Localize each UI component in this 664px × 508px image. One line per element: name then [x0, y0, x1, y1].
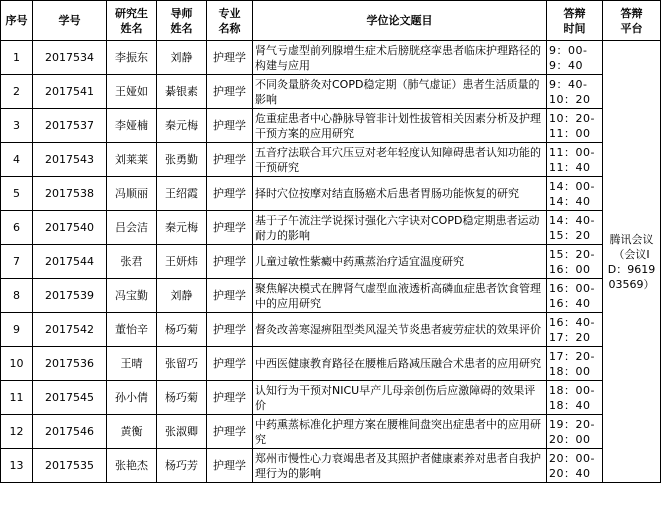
- seq-cell: 11: [1, 381, 33, 415]
- thesis-title-cell: 择时穴位按摩对结直肠癌术后患者胃肠功能恢复的研究: [253, 177, 547, 211]
- time-end: 17：20: [549, 330, 591, 344]
- advisor-name-cell: 杨巧芳: [157, 449, 207, 483]
- thesis-title-cell: 儿童过敏性紫癜中药熏蒸治疗适宜温度研究: [253, 245, 547, 279]
- defense-time-cell: [547, 143, 603, 177]
- advisor-name-cell: 张淑卿: [157, 415, 207, 449]
- major-cell: 护理学: [207, 449, 253, 483]
- seq-cell: 10: [1, 347, 33, 381]
- thesis-title-cell: 不同灸量脐灸对COPD稳定期（肺气虚证）患者生活质量的影响: [253, 75, 547, 109]
- table-row: [1, 449, 661, 483]
- table-row: [1, 313, 661, 347]
- student-id-cell: 2017539: [33, 279, 107, 313]
- defense-time-cell: [547, 211, 603, 245]
- time-start: 16：00-: [549, 281, 595, 295]
- table-row: [1, 347, 661, 381]
- student-name-cell: 董怡辛: [107, 313, 157, 347]
- header-defense-platform: [603, 1, 661, 41]
- advisor-name-cell: 杨巧菊: [157, 381, 207, 415]
- table-row: [1, 211, 661, 245]
- student-id-cell: 2017540: [33, 211, 107, 245]
- advisor-name-cell: 秦元梅: [157, 211, 207, 245]
- table-row: [1, 381, 661, 415]
- student-id-cell: 2017542: [33, 313, 107, 347]
- defense-time-cell: [547, 415, 603, 449]
- table-row: [1, 75, 661, 109]
- advisor-name-cell: 王妍炜: [157, 245, 207, 279]
- student-id-cell: 2017538: [33, 177, 107, 211]
- thesis-title-cell: 聚焦解决模式在脾肾气虚型血液透析高磷血症患者饮食管理中的应用研究: [253, 279, 547, 313]
- advisor-name-cell: 綦银素: [157, 75, 207, 109]
- seq-cell: 9: [1, 313, 33, 347]
- time-end: 20：40: [549, 466, 591, 480]
- time-start: 19：20-: [549, 417, 595, 431]
- header-advisor-line2: 姓名: [170, 21, 193, 35]
- thesis-title-cell: 五音疗法联合耳穴压豆对老年轻度认知障碍患者认知功能的干预研究: [253, 143, 547, 177]
- seq-cell: 6: [1, 211, 33, 245]
- header-advisor-name: [157, 1, 207, 41]
- thesis-title-cell: 督灸改善寒湿痹阻型类风湿关节炎患者疲劳症状的效果评价: [253, 313, 547, 347]
- major-cell: 护理学: [207, 347, 253, 381]
- time-end: 9：40: [549, 58, 583, 72]
- defense-time-cell: [547, 245, 603, 279]
- student-name-cell: 张艳杰: [107, 449, 157, 483]
- advisor-name-cell: 张勇勤: [157, 143, 207, 177]
- defense-time-cell: [547, 177, 603, 211]
- time-end: 16：40: [549, 296, 591, 310]
- seq-cell: 13: [1, 449, 33, 483]
- seq-cell: 8: [1, 279, 33, 313]
- table-row: [1, 245, 661, 279]
- thesis-title-cell: 中西医健康教育路径在腰椎后路减压融合术患者的应用研究: [253, 347, 547, 381]
- time-end: 11：00: [549, 126, 591, 140]
- time-start: 9：00-: [549, 43, 588, 57]
- defense-time-cell: [547, 279, 603, 313]
- time-start: 14：00-: [549, 179, 595, 193]
- header-advisor-line1: 导师: [170, 6, 193, 20]
- seq-cell: 2: [1, 75, 33, 109]
- student-id-cell: 2017541: [33, 75, 107, 109]
- time-start: 18：00-: [549, 383, 595, 397]
- time-end: 20：00: [549, 432, 591, 446]
- table-body: [1, 41, 661, 483]
- header-student-name: [107, 1, 157, 41]
- time-start: 9：40-: [549, 77, 588, 91]
- advisor-name-cell: 王绍霞: [157, 177, 207, 211]
- major-cell: 护理学: [207, 415, 253, 449]
- table-row: [1, 143, 661, 177]
- table-row: [1, 177, 661, 211]
- table-row: [1, 41, 661, 75]
- student-name-cell: 李娅楠: [107, 109, 157, 143]
- defense-time-cell: [547, 381, 603, 415]
- student-name-cell: 吕会洁: [107, 211, 157, 245]
- defense-time-cell: [547, 313, 603, 347]
- major-cell: 护理学: [207, 313, 253, 347]
- defense-platform-cell: 腾讯会议（会议ID：961903569）: [603, 41, 661, 483]
- header-time-line2: 时间: [563, 21, 586, 35]
- time-start: 11：00-: [549, 145, 595, 159]
- seq-cell: 1: [1, 41, 33, 75]
- header-platform-line2: 平台: [620, 21, 643, 35]
- table-row: [1, 279, 661, 313]
- time-end: 16：00: [549, 262, 591, 276]
- advisor-name-cell: 秦元梅: [157, 109, 207, 143]
- time-start: 16：40-: [549, 315, 595, 329]
- seq-cell: 7: [1, 245, 33, 279]
- major-cell: 护理学: [207, 75, 253, 109]
- major-cell: 护理学: [207, 109, 253, 143]
- thesis-title-cell: 中药熏蒸标准化护理方案在腰椎间盘突出症患者中的应用研究: [253, 415, 547, 449]
- advisor-name-cell: 刘静: [157, 279, 207, 313]
- header-student-id: 学号: [33, 1, 107, 41]
- major-cell: 护理学: [207, 41, 253, 75]
- time-start: 15：20-: [549, 247, 595, 261]
- time-start: 14：40-: [549, 213, 595, 227]
- time-start: 20：00-: [549, 451, 595, 465]
- major-cell: 护理学: [207, 245, 253, 279]
- student-name-cell: 刘莱莱: [107, 143, 157, 177]
- student-name-cell: 李振东: [107, 41, 157, 75]
- time-end: 18：00: [549, 364, 591, 378]
- student-name-cell: 王晴: [107, 347, 157, 381]
- defense-time-cell: [547, 347, 603, 381]
- time-end: 18：40: [549, 398, 591, 412]
- advisor-name-cell: 张留巧: [157, 347, 207, 381]
- student-id-cell: 2017544: [33, 245, 107, 279]
- major-cell: 护理学: [207, 143, 253, 177]
- student-name-cell: 张君: [107, 245, 157, 279]
- time-end: 14：40: [549, 194, 591, 208]
- student-name-cell: 王娅如: [107, 75, 157, 109]
- advisor-name-cell: 杨巧菊: [157, 313, 207, 347]
- major-cell: 护理学: [207, 381, 253, 415]
- student-id-cell: 2017535: [33, 449, 107, 483]
- time-start: 10：20-: [549, 111, 595, 125]
- header-student-name-line1: 研究生: [115, 6, 148, 20]
- student-name-cell: 黄衡: [107, 415, 157, 449]
- student-id-cell: 2017546: [33, 415, 107, 449]
- thesis-title-cell: 基于子午流注学说探讨强化六字诀对COPD稳定期患者运动耐力的影响: [253, 211, 547, 245]
- seq-cell: 12: [1, 415, 33, 449]
- major-cell: 护理学: [207, 279, 253, 313]
- student-name-cell: 冯宝勤: [107, 279, 157, 313]
- advisor-name-cell: 刘静: [157, 41, 207, 75]
- defense-time-cell: [547, 41, 603, 75]
- time-end: 15：20: [549, 228, 591, 242]
- student-id-cell: 2017545: [33, 381, 107, 415]
- table-row: [1, 415, 661, 449]
- header-time-line1: 答辩: [563, 6, 586, 20]
- defense-time-cell: [547, 75, 603, 109]
- student-name-cell: 孙小倩: [107, 381, 157, 415]
- major-cell: 护理学: [207, 211, 253, 245]
- header-major-line2: 名称: [218, 21, 241, 35]
- thesis-title-cell: 认知行为干预对NICU早产儿母亲创伤后应激障碍的效果评价: [253, 381, 547, 415]
- seq-cell: 5: [1, 177, 33, 211]
- student-id-cell: 2017534: [33, 41, 107, 75]
- table-row: [1, 109, 661, 143]
- header-defense-time: [547, 1, 603, 41]
- defense-time-cell: [547, 109, 603, 143]
- header-seq: 序号: [1, 1, 33, 41]
- thesis-title-cell: 危重症患者中心静脉导管非计划性拔管相关因素分析及护理干预方案的应用研究: [253, 109, 547, 143]
- defense-time-cell: [547, 449, 603, 483]
- student-id-cell: 2017536: [33, 347, 107, 381]
- thesis-title-cell: 郑州市慢性心力衰竭患者及其照护者健康素养对患者自我护理行为的影响: [253, 449, 547, 483]
- time-start: 17：20-: [549, 349, 595, 363]
- header-thesis-title: 学位论文题目: [253, 1, 547, 41]
- header-major: [207, 1, 253, 41]
- major-cell: 护理学: [207, 177, 253, 211]
- header-platform-line1: 答辩: [620, 6, 643, 20]
- student-name-cell: 冯顺丽: [107, 177, 157, 211]
- thesis-title-cell: 肾气亏虚型前列腺增生症术后膀胱痉挛患者临床护理路径的构建与应用: [253, 41, 547, 75]
- student-id-cell: 2017543: [33, 143, 107, 177]
- student-id-cell: 2017537: [33, 109, 107, 143]
- time-end: 10：20: [549, 92, 591, 106]
- time-end: 11：40: [549, 160, 591, 174]
- header-student-name-line2: 姓名: [120, 21, 143, 35]
- header-row: [1, 1, 661, 41]
- seq-cell: 4: [1, 143, 33, 177]
- header-major-line1: 专业: [218, 6, 241, 20]
- seq-cell: 3: [1, 109, 33, 143]
